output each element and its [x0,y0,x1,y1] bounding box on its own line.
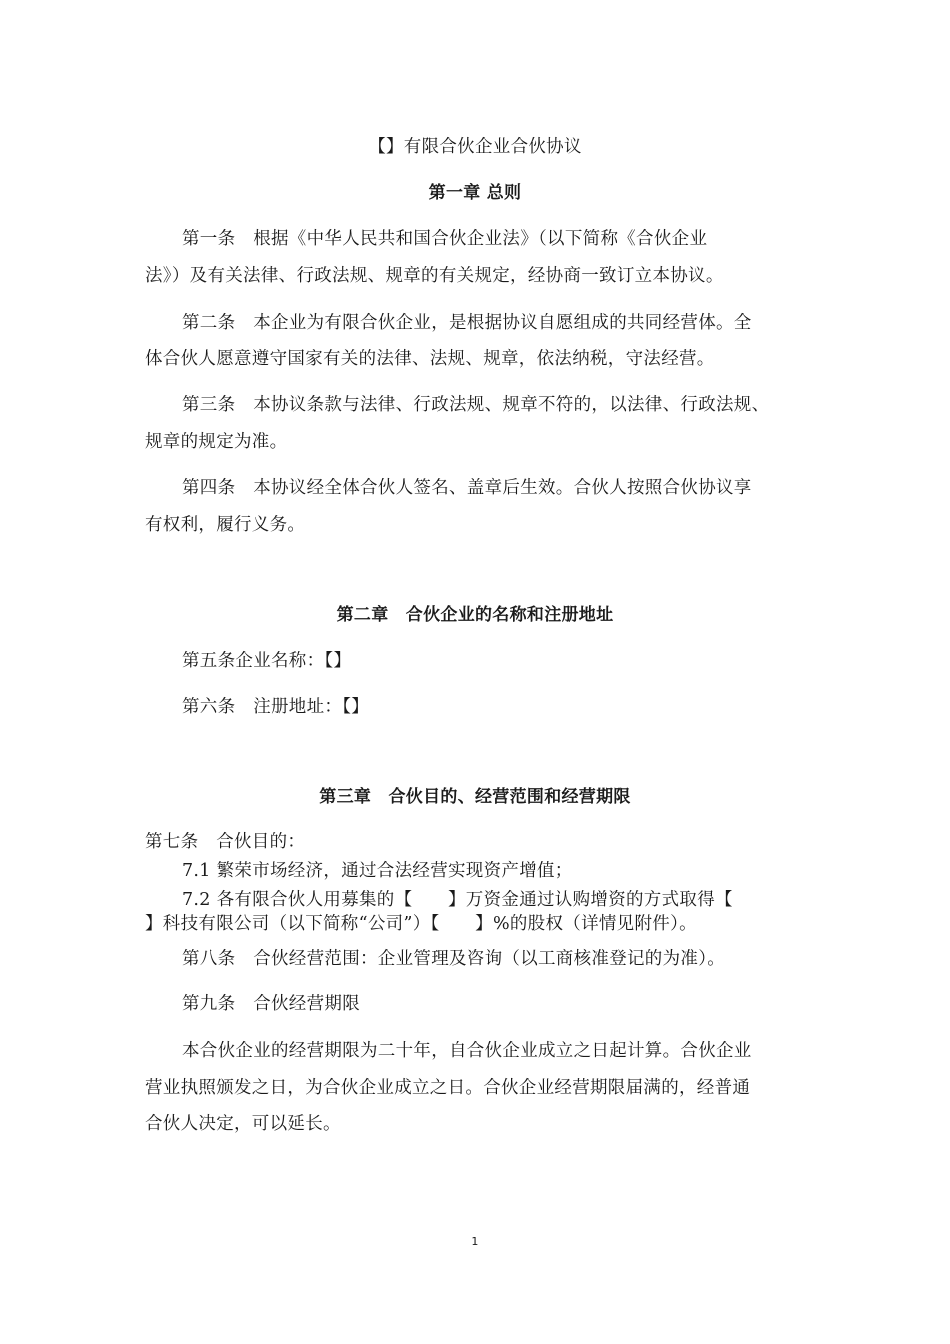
article-2-line-2: 体合伙人愿意遵守国家有关的法律、法规、规章，依法纳税，守法经营。 [145,349,715,369]
article-6: 第六条 注册地址：【】 [182,697,370,717]
article-7-2-line-1: 7.2 各有限合伙人用募集的【 】万资金通过认购增资的方式取得【 [182,890,733,910]
article-3-line-1: 第三条 本协议条款与法律、行政法规、规章不符的，以法律、行政法规、 [182,395,770,415]
article-4-line-1: 第四条 本协议经全体合伙人签名、盖章后生效。合伙人按照合伙协议享 [182,478,752,498]
chapter-1-heading: 第一章 总则 [428,183,522,203]
page-number: 1 [471,1235,479,1248]
term-paragraph-line-1: 本合伙企业的经营期限为二十年，自合伙企业成立之日起计算。合伙企业 [182,1041,752,1061]
chapter-3-heading: 第三章 合伙目的、经营范围和经营期限 [319,787,631,807]
article-4-line-2: 有权利，履行义务。 [145,515,306,535]
article-5: 第五条企业名称：【】 [182,651,352,671]
term-paragraph-line-3: 合伙人决定，可以延长。 [145,1114,341,1134]
article-7: 第七条 合伙目的： [145,832,306,852]
article-1-line-2: 法》）及有关法律、行政法规、规章的有关规定，经协商一致订立本协议。 [145,266,724,286]
term-paragraph-line-2: 营业执照颁发之日，为合伙企业成立之日。合伙企业经营期限届满的，经普通 [145,1078,751,1098]
article-9: 第九条 合伙经营期限 [182,994,360,1014]
article-3-line-2: 规章的规定为准。 [145,432,288,452]
chapter-2-heading: 第二章 合伙企业的名称和注册地址 [336,605,614,625]
article-7-2-line-2: 】科技有限公司（以下简称“公司”）【 】%的股权（详情见附件）。 [145,914,697,934]
article-1-line-1: 第一条 根据《中华人民共和国合伙企业法》（以下简称《合伙企业 [182,229,708,249]
document-title: 【】有限合伙企业合伙协议 [368,137,582,157]
article-8: 第八条 合伙经营范围：企业管理及咨询（以工商核准登记的为准）。 [182,949,726,969]
article-2-line-1: 第二条 本企业为有限合伙企业，是根据协议自愿组成的共同经营体。全 [182,313,752,333]
article-7-1: 7.1 繁荣市场经济，通过合法经营实现资产增值； [182,861,573,881]
